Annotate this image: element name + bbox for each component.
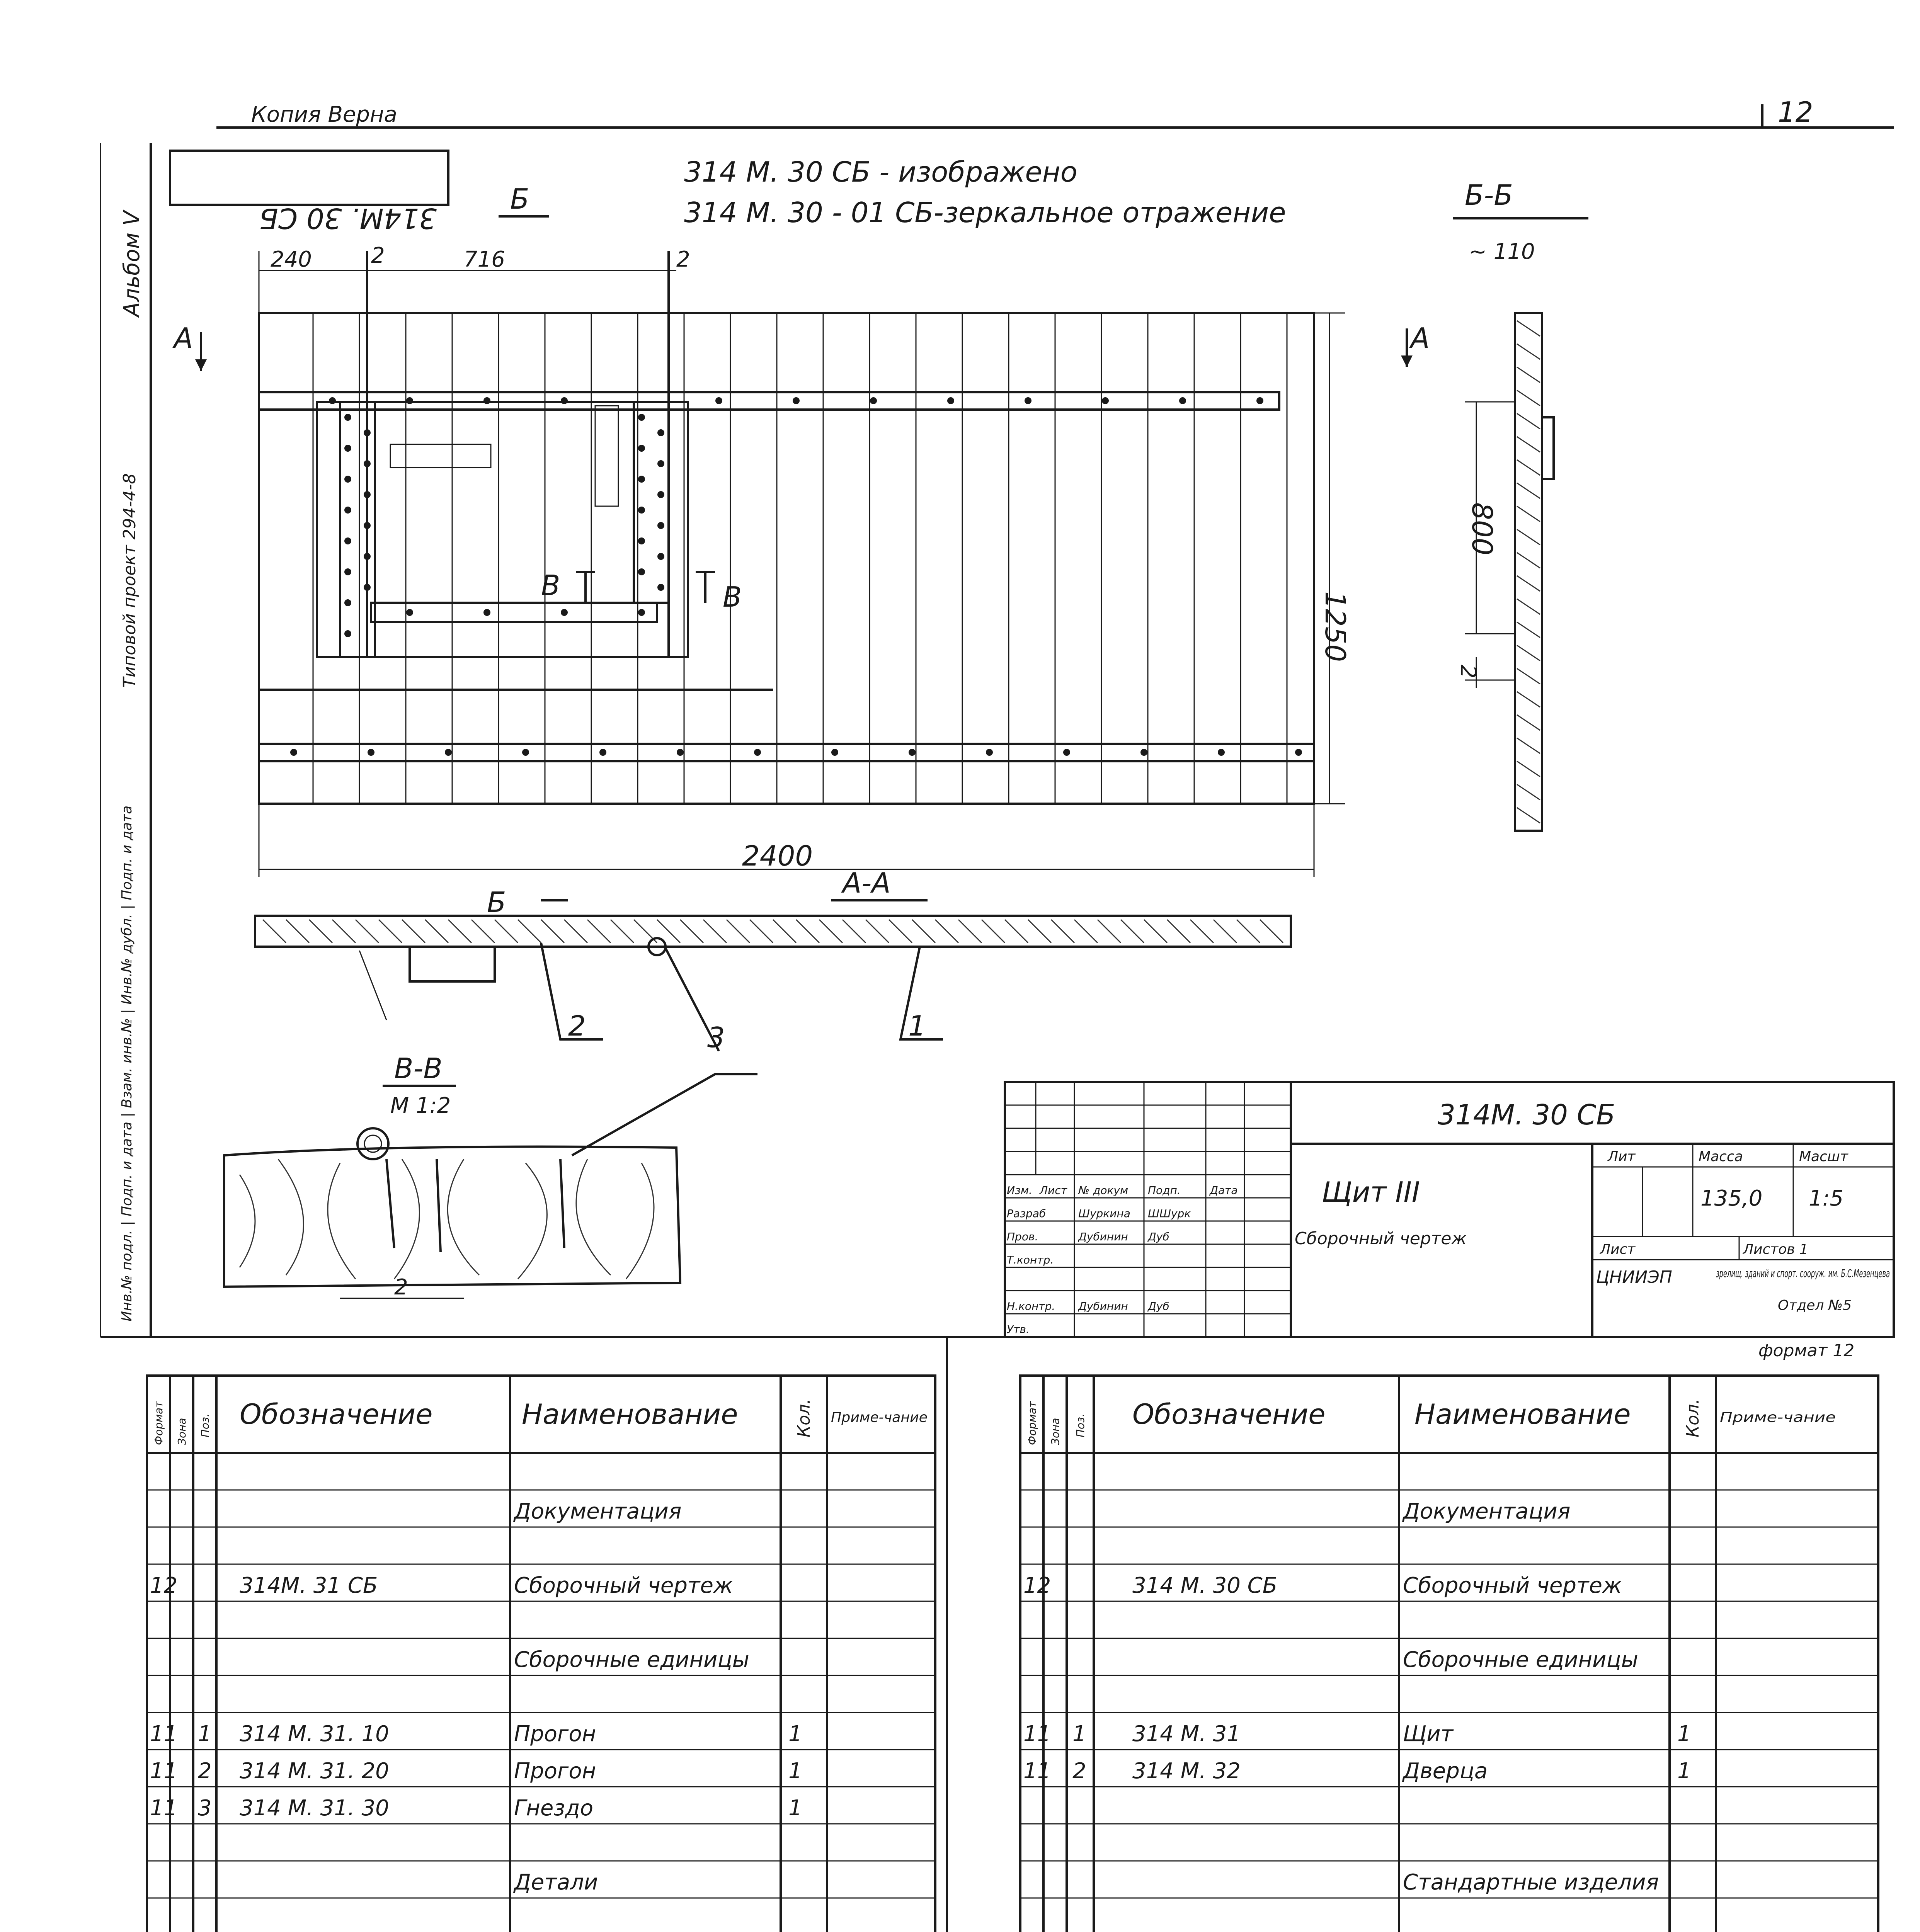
spec-right-h-format: Формат [1026,1401,1038,1445]
side-fields-label: Инв.№ подл. | Подп. и дата | Взам. инв.№ | Инв.№ дубл. | Подп. и дата [119,805,135,1321]
sig-person: Дубинин [1078,1300,1128,1313]
table-cell-name: Сборочный чертеж [1403,1573,1622,1598]
table-cell-pos: 2 [1072,1759,1086,1784]
sig-signature: ШШурк [1148,1207,1191,1220]
table-cell-qty: 1 [788,1796,802,1821]
dim-2400: 2400 [742,840,813,872]
spec-right-h-pos: Поз. [1074,1413,1087,1437]
dim-2d: 2 [394,1275,408,1300]
table-cell-designation: 314 М. 32 [1132,1759,1241,1784]
sig-role: Пров. [1007,1230,1038,1243]
tb-main-format: формат 12 [1758,1341,1855,1361]
sig-h-izm: Изм. [1007,1184,1032,1197]
mirrored-stamp [170,151,448,235]
section-v-right: В [723,581,742,613]
spec-left-h-designation: Обозначение [240,1398,433,1430]
tb-main-h-scale: Масшт [1799,1149,1848,1165]
tb-main-h-mass: Масса [1699,1149,1743,1165]
table-cell-name: Сборочный чертеж [514,1573,733,1598]
dim-2c: 2 [1455,665,1481,679]
section-aa-title: А-А [843,867,891,899]
table-cell-format: 12 [1023,1573,1051,1598]
section-a-left: А [174,322,193,354]
callout-2: 2 [568,1010,586,1042]
page-number: 12 [1778,96,1813,128]
dim-716: 716 [464,247,505,272]
table-cell-format: 11 [150,1796,178,1821]
spec-left-h-note: Приме-чание [831,1410,928,1425]
section-bb [1453,179,1588,831]
spec-left-h-name: Наименование [522,1398,738,1430]
table-cell-format: 11 [150,1721,178,1747]
dim-240: 240 [271,247,312,272]
section-aa [255,867,1291,1051]
spec-left-rows [147,1490,935,1932]
section-a-right: А [1411,322,1430,354]
sig-h-date: Дата [1210,1184,1238,1197]
section-v-left: В [541,569,560,602]
spec-left-h-zone: Зона [175,1418,188,1445]
table-cell-designation: 314М. 31 СБ [240,1573,378,1598]
table-cell-name: Дверца [1403,1759,1488,1784]
table-cell-pos: 2 [198,1759,212,1784]
table-cell-name: Прогон [514,1759,596,1784]
tb-main-org-logo: ЦНИИЭП [1596,1267,1672,1287]
table-cell-name: Документация [1403,1499,1571,1524]
sig-signature: Дуб [1148,1300,1169,1313]
callout-3: 3 [707,1021,725,1054]
table-cell-format: 11 [1023,1721,1051,1747]
table-cell-designation: 314 М. 31. 10 [240,1721,389,1747]
table-cell-qty: 1 [1677,1721,1691,1747]
table-cell-designation: 314 М. 31. 30 [240,1796,389,1821]
tb-main-code: 314М. 30 СБ [1438,1099,1615,1131]
side-project-label: Типовой проект 294-4-8 [120,473,140,688]
dim-110: ~ 110 [1469,239,1535,264]
sig-role: Н.контр. [1007,1300,1055,1313]
sig-role: Разраб [1007,1207,1046,1220]
sig-person: Шуркина [1078,1207,1130,1220]
table-cell-name: Детали [514,1870,598,1895]
table-cell-qty: 1 [1677,1759,1691,1784]
table-cell-qty: 1 [788,1759,802,1784]
tb-main-name: Щит III [1322,1176,1420,1208]
spec-right-h-zone: Зона [1049,1418,1062,1445]
table-cell-name: Документация [514,1499,682,1524]
dim-1250: 1250 [1319,591,1351,662]
section-vv [224,1021,757,1300]
table-cell-format: 11 [150,1759,178,1784]
sig-h-doc: № докум [1078,1184,1129,1197]
callout-1: 1 [908,1010,926,1042]
section-vv-title: В-В [394,1052,443,1085]
spec-left-h-qty: Кол. [794,1398,814,1437]
spec-left-h-pos: Поз. [199,1413,211,1437]
dim-800: 800 [1466,502,1498,556]
dim-2a: 2 [371,243,385,268]
section-b-bottom: Б [487,886,506,918]
section-bb-title: Б-Б [1465,179,1513,211]
tb-main-scale: 1:5 [1809,1186,1844,1211]
sig-role: Утв. [1007,1323,1030,1336]
sig-h-podp: Подп. [1148,1184,1181,1197]
table-cell-designation: 314 М. 30 СБ [1132,1573,1278,1598]
spec-right-h-name: Наименование [1414,1398,1631,1430]
table-cell-designation: 314 М. 31. 20 [240,1759,389,1784]
dim-2b: 2 [676,247,690,272]
spec-left-h-format: Формат [152,1401,165,1445]
section-b-top: Б [510,183,529,215]
mirrored-stamp-text: 314М. 30 СБ [259,202,437,235]
title-block-main [1005,1082,1894,1361]
spec-right-rows [1020,1490,1878,1932]
table-cell-pos: 1 [1072,1721,1086,1747]
top-dimensions [259,243,690,657]
front-view [259,313,1314,804]
side-album-label: Альбом V [119,211,145,317]
tb-main-mass: 135,0 [1700,1186,1763,1211]
spec-right-h-note: Приме-чание [1720,1410,1836,1425]
table-cell-name: Сборочные единицы [1403,1647,1638,1672]
table-cell-pos: 3 [198,1796,212,1821]
sig-h-list: Лист [1040,1184,1067,1197]
table-cell-format: 12 [150,1573,178,1598]
table-cell-name: Щит [1403,1721,1454,1747]
table-cell-format: 11 [1023,1759,1051,1784]
table-cell-designation: 314 М. 31 [1132,1721,1241,1747]
table-cell-pos: 1 [198,1721,212,1747]
spec-right-h-qty: Кол. [1683,1398,1703,1437]
table-cell-name: Сборочные единицы [514,1647,749,1672]
tb-main-dept: Отдел №5 [1778,1298,1852,1313]
tb-main-org-text: зрелищ. зданий и спорт. сооруж. им. Б.С.Мезенцева [1716,1267,1890,1280]
tb-main-h-sheet: Лист [1600,1242,1636,1257]
table-cell-name: Прогон [514,1721,596,1747]
sig-role: Т.контр. [1007,1253,1054,1266]
sig-person: Дубинин [1078,1230,1128,1243]
caption-line1: 314 М. 30 СБ - изображено [684,156,1077,188]
tb-main-subtitle: Сборочный чертеж [1295,1229,1467,1248]
table-cell-name: Стандартные изделия [1403,1870,1659,1895]
sig-signature: Дуб [1148,1230,1169,1243]
section-vv-scale: М 1:2 [390,1093,451,1118]
table-cell-qty: 1 [788,1721,802,1747]
tb-main-h-sheets: Листов 1 [1743,1242,1808,1257]
caption-line2: 314 М. 30 - 01 СБ-зеркальное отражение [684,196,1286,229]
table-cell-name: Гнездо [514,1796,594,1821]
spec-right-h-designation: Обозначение [1132,1398,1326,1430]
corner-note: Копия Верна [251,102,397,127]
tb-main-h-lit: Лит [1608,1149,1636,1165]
